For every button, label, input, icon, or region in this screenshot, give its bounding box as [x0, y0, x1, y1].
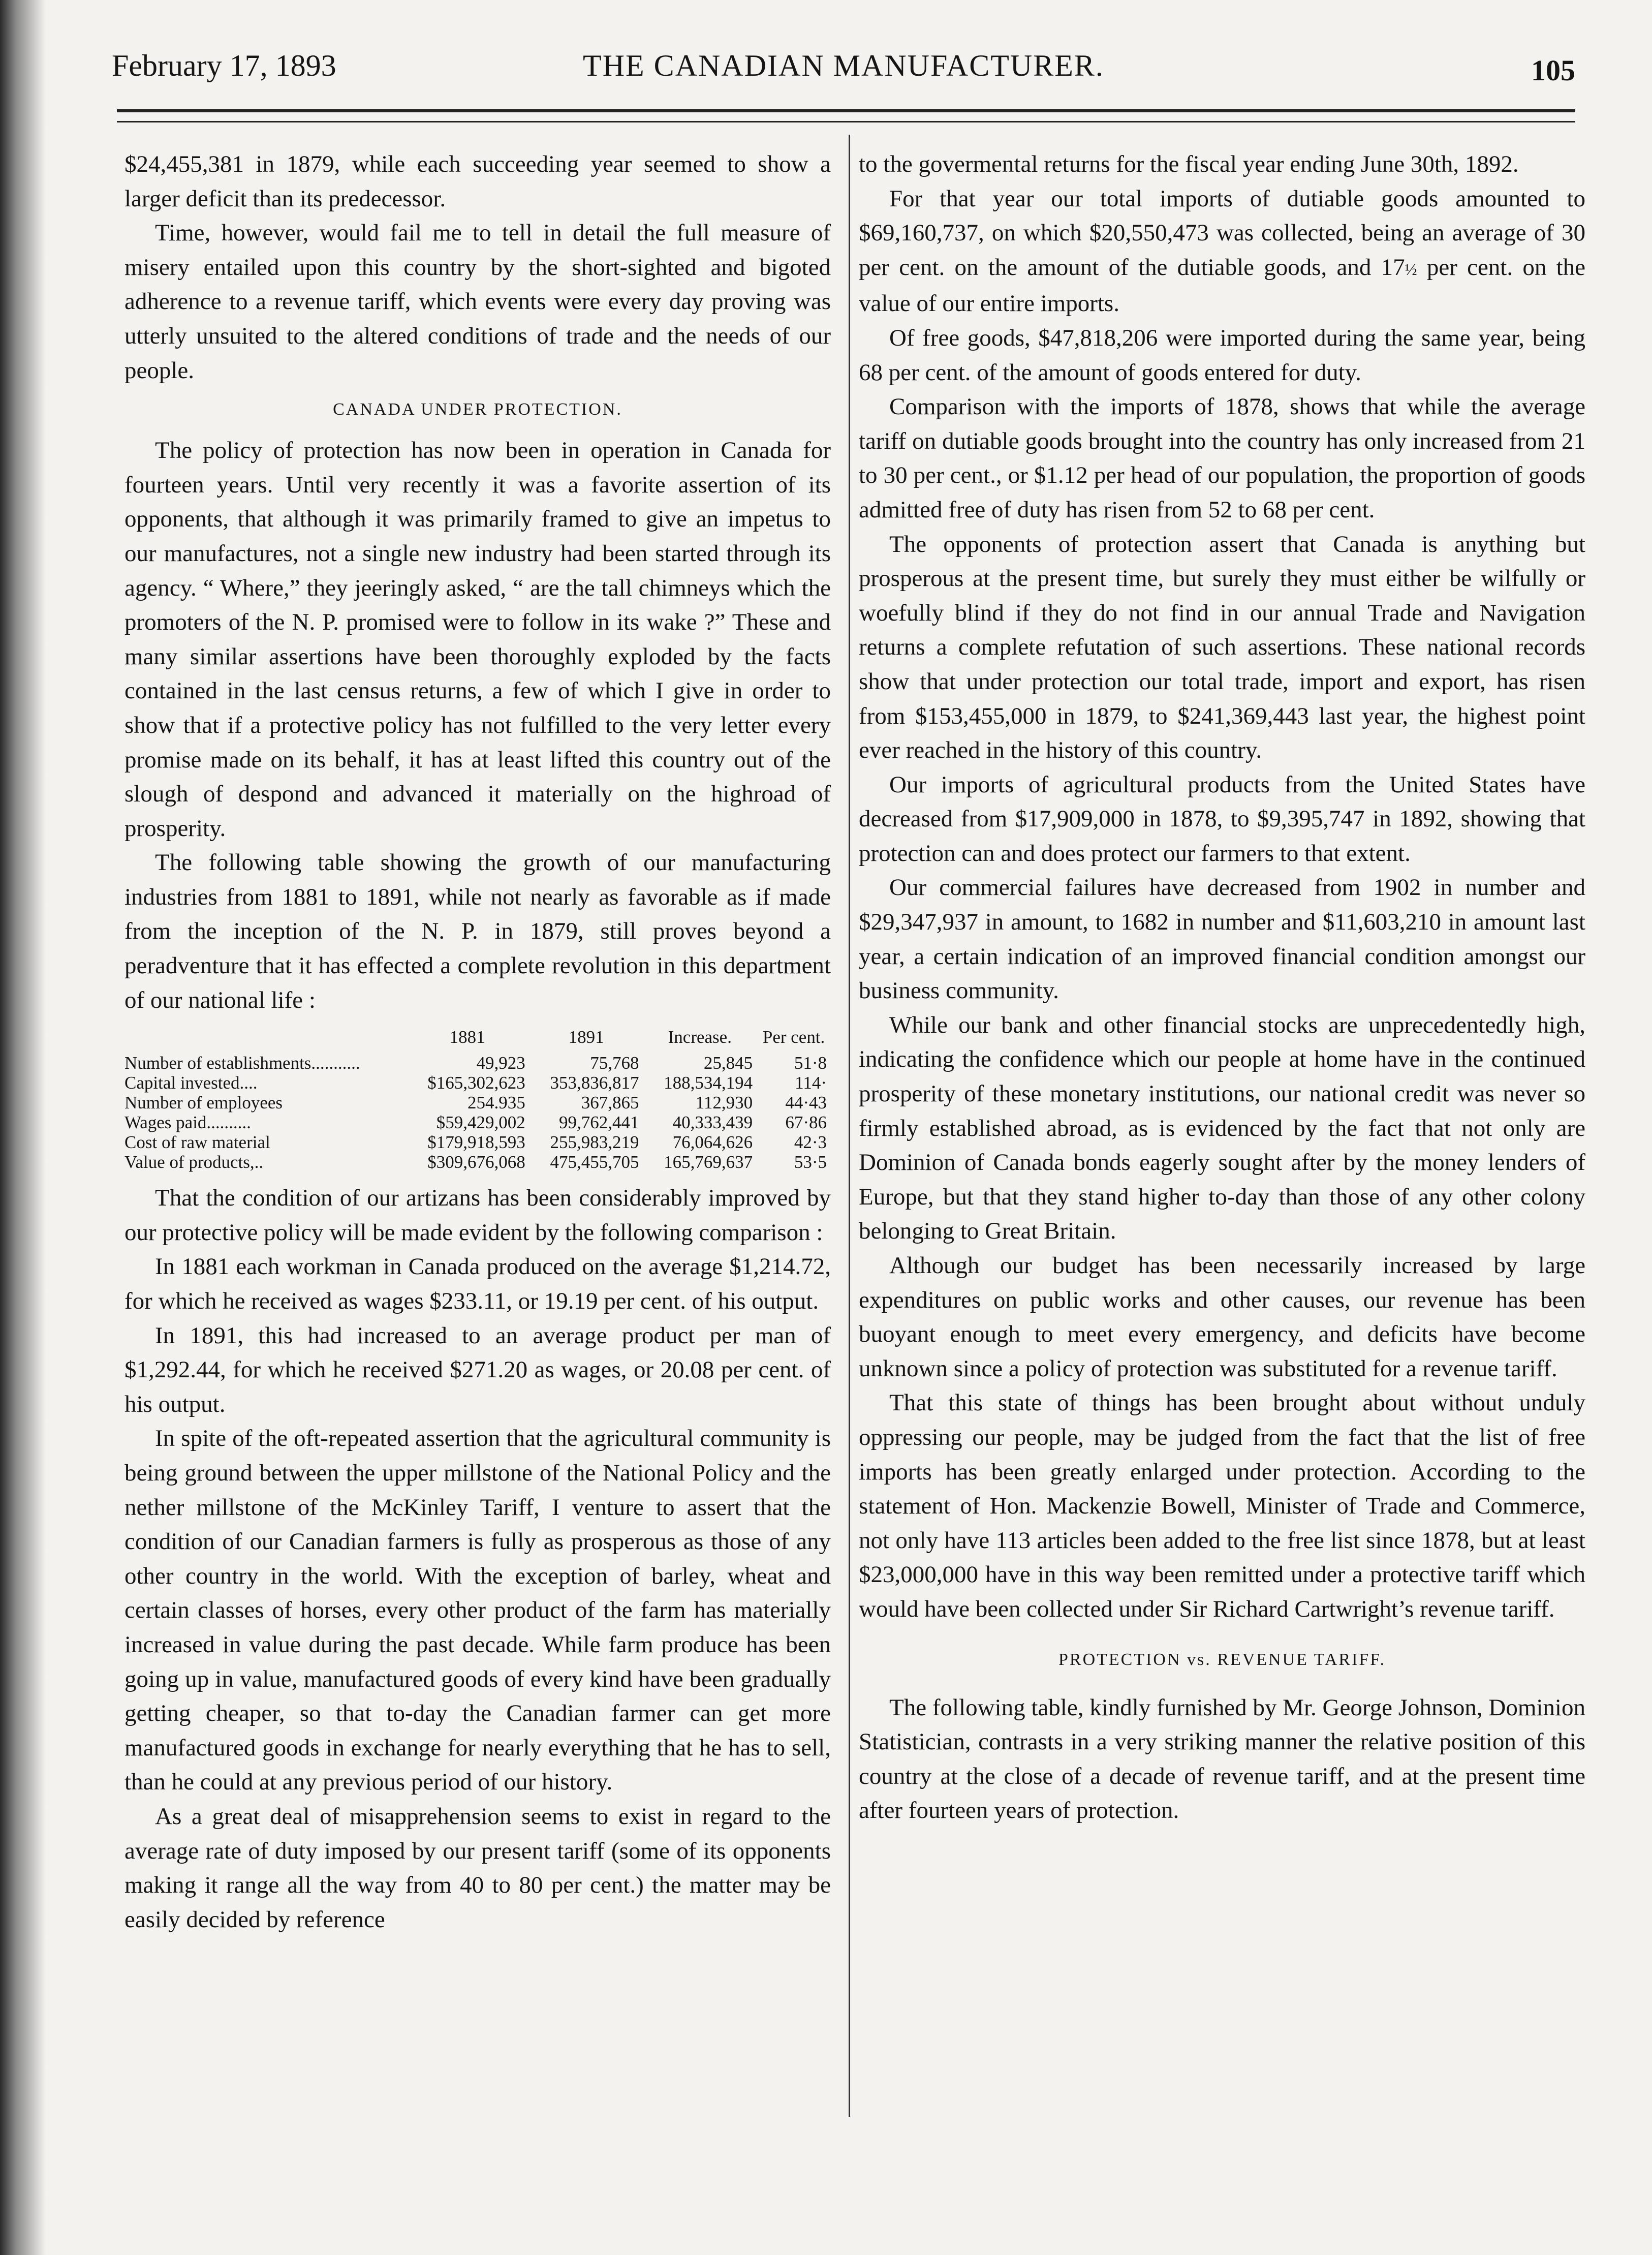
paragraph: Although our budget has been necessarily increased by large expenditures on public works and other causes, our revenue has been buoyant enough to meet every emergency, and deficits have become unknown since a policy of protection was substituted for a revenue tariff.	[859, 1252, 1585, 1382]
table-cell: Cost of raw material	[124, 1132, 270, 1153]
table-cell: $59,429,002	[436, 1113, 525, 1133]
table-cell: 53·5	[794, 1152, 827, 1172]
table-header: Increase.	[668, 1027, 732, 1047]
section-heading: PROTECTION vs. REVENUE TARIFF.	[1058, 1650, 1386, 1669]
table-cell: 165,769,637	[664, 1152, 753, 1172]
table-row	[124, 1053, 831, 1073]
table-cell: 25,845	[703, 1053, 753, 1073]
table-cell: 99,762,441	[558, 1113, 639, 1133]
table-header	[124, 1027, 406, 1053]
paragraph: The policy of protection has now been in operation in Canada for fourteen years. Until very recently it was a favorite assertion of its opponents, that although it was primarily framed to give an impetus to our manufactures, not a single new industry had been started through its agency. “ Where,” they jeeringly asked, “ are the tall chimneys which the promoters of the N. P. promised were to follow in its wake ?” These and many similar assertions have been thoroughly exploded by the facts contained in the last census returns, a few of which I give in order to show that if a protective policy has not fulfilled to the very letter every promise made on its behalf, it has at least lifted this country out of the slough of despond and advanced it materially on the highroad of prosperity.	[124, 437, 831, 842]
table-row	[124, 1132, 831, 1152]
table-header: 1881	[449, 1027, 485, 1047]
table-row	[124, 1073, 831, 1093]
paragraph: to the govermental returns for the fiscal year ending June 30th, 1892.	[859, 151, 1519, 177]
header-rule-thick	[117, 109, 1575, 112]
text-run: For that year our total imports of dutiable goods amounted to $69,160,737, on which $20,550,473 was collected, being an average of 30 per cent. on the amount of the dutiable goods, and 17	[859, 185, 1585, 281]
paragraph: The following table showing the growth of our manufacturing industries from 1881 to 1891, while not nearly as favorable as if made from the inception of the N. P. in 1879, still proves beyond a peradventure that it has effected a complete revolution in this department of our national life :	[124, 849, 831, 1013]
section-heading: CANADA UNDER PROTECTION.	[333, 400, 622, 419]
paragraph: In spite of the oft-repeated assertion that the agricultural community is being ground between the upper millstone of the National Policy and the nether millstone of the McKinley Tariff, I venture to assert that the condition of our Canadian farmers is fully as prosperous as those of any other country in the world. With the exception of barley, wheat and certain classes of horses, every other product of the farm has materially increased in value during the past decade. While farm produce has been going up in value, manufactured goods of every kind have been gradually getting cheaper, so that to-day the Canadian farmer can get more manufactured goods in exchange for nearly everything that he has to sell, than he could at any previous period of our history.	[124, 1425, 831, 1796]
table-header: Per cent.	[762, 1027, 825, 1047]
table-row	[124, 1113, 831, 1132]
table-cell: 114·	[795, 1073, 827, 1093]
paragraph: Time, however, would fail me to tell in detail the full measure of misery entailed upon this country by the short-sighted and bigoted adherence to a revenue tariff, which events were every day proving was utterly unsuited to the altered conditions of trade and the needs of our people.	[124, 220, 831, 384]
table-row	[124, 1152, 831, 1172]
table-cell: Number of employees	[124, 1093, 283, 1113]
table-cell: 353,836,817	[550, 1073, 639, 1093]
left-column	[124, 147, 831, 1937]
right-column	[859, 147, 1585, 1828]
paragraph: As a great deal of misapprehension seems to exist in regard to the average rate of duty imposed by our present tariff (some of its opponents making it range all the way from 40 to 80 per cent.) the matter may be easily decided by reference	[124, 1803, 831, 1933]
table-cell: 255,983,219	[550, 1132, 639, 1153]
table-cell: 40,333,439	[672, 1113, 753, 1133]
table-cell: Number of establishments...........	[124, 1053, 360, 1073]
table-cell: $165,302,623	[427, 1073, 525, 1093]
paragraph	[859, 182, 1585, 321]
table-cell: $309,676,068	[427, 1152, 525, 1172]
manufacturing-table	[124, 1027, 831, 1172]
paragraph: In 1891, this had increased to an average product per man of $1,292.44, for which he received $271.20 as wages, or 20.08 per cent. of his output.	[124, 1322, 831, 1417]
header-rule-thin	[117, 121, 1575, 122]
header-date: February 17, 1893	[112, 49, 336, 82]
table-cell: 44·43	[785, 1093, 827, 1113]
fraction: ½	[1405, 260, 1417, 279]
table-cell: 112,930	[695, 1093, 753, 1113]
table-header-row	[124, 1027, 831, 1053]
table-cell: 42·3	[794, 1132, 827, 1153]
paragraph: Comparison with the imports of 1878, shows that while the average tariff on dutiable goods brought into the country has only increased from 21 to 30 per cent., or $1.12 per head of our population, the proportion of goods admitted free of duty has risen from 52 to 68 per cent.	[859, 393, 1585, 523]
table-cell: Wages paid..........	[124, 1113, 251, 1133]
paragraph: The following table, kindly furnished by Mr. George Johnson, Dominion Statistician, contrasts in a very striking manner the relative position of this country at the close of a decade of revenue tariff, and at the present time after fourteen years of protection.	[859, 1694, 1585, 1824]
page-number: 105	[1531, 54, 1575, 87]
table-cell: 67·86	[785, 1113, 827, 1133]
table-cell: Capital invested....	[124, 1073, 258, 1093]
table-header: 1891	[568, 1027, 604, 1047]
table-cell: 367,865	[581, 1093, 639, 1113]
running-head	[112, 48, 1575, 104]
header-title: THE CANADIAN MANUFACTURER.	[583, 49, 1104, 82]
table-cell: 51·8	[794, 1053, 827, 1073]
paragraph: That this state of things has been brought about without unduly oppressing our people, may be judged from the fact that the list of free imports has been greatly enlarged under protection. According to the statement of Hon. Mackenzie Bowell, Minister of Trade and Commerce, not only have 113 articles been added to the free list since 1878, but at least $23,000,000 have in this way been remitted under a protective tariff which would have been collected under Sir Richard Cartwright’s revenue tariff.	[859, 1389, 1585, 1622]
column-divider	[849, 135, 850, 2117]
paragraph: $24,455,381 in 1879, while each succeeding year seemed to show a larger deficit than its predecessor.	[124, 151, 831, 212]
paragraph: In 1881 each workman in Canada produced on the average $1,214.72, for which he received as wages $233.11, or 19.19 per cent. of his output.	[124, 1253, 831, 1315]
page-edge-shadow	[0, 0, 46, 2255]
table-cell: 188,534,194	[664, 1073, 753, 1093]
table-cell: Value of products,..	[124, 1152, 264, 1172]
paragraph: Of free goods, $47,818,206 were imported during the same year, being 68 per cent. of the amount of goods entered for duty.	[859, 324, 1585, 386]
paragraph: Our commercial failures have decreased from 1902 in number and $29,347,937 in amount, to 1682 in number and $11,603,210 in amount last year, a certain indication of an improved financial condition amongst our business community.	[859, 874, 1585, 1004]
table-cell: 76,064,626	[672, 1132, 753, 1153]
table-cell: 475,455,705	[550, 1152, 639, 1172]
table-row	[124, 1093, 831, 1113]
text-run: per cent. on the value of our entire imports.	[859, 254, 1585, 317]
paragraph: The opponents of protection assert that Canada is anything but prosperous at the present time, but surely they must either be wilfully or woefully blind if they do not find in our annual Trade and Navigation returns a complete refutation of such assertions. These national records show that under protection our total trade, import and export, has risen from $153,455,000 in 1879, to $241,369,443 last year, the highest point ever reached in the history of this country.	[859, 531, 1585, 764]
paragraph: Our imports of agricultural products from the United States have decreased from $17,909,000 in 1878, to $9,395,747 in 1892, showing that protection can and does protect our farmers to that extent.	[859, 771, 1585, 867]
paragraph: That the condition of our artizans has been considerably improved by our protective policy will be made evident by the following comparison :	[124, 1185, 831, 1246]
table-cell: $179,918,593	[427, 1132, 525, 1153]
paragraph: While our bank and other financial stocks are unprecedentedly high, indicating the confidence which our people at home have in the continued prosperity of these monetary institutions, our national credit was never so firmly established abroad, as is evidenced by the fact that not only are Dominion of Canada bonds eagerly sought after by the money lenders of Europe, but that they stand higher to-day than those of any other colony belonging to Great Britain.	[859, 1011, 1585, 1245]
table-cell: 75,768	[590, 1053, 639, 1073]
table-cell: 254.935	[467, 1093, 525, 1113]
table-cell: 49,923	[476, 1053, 525, 1073]
